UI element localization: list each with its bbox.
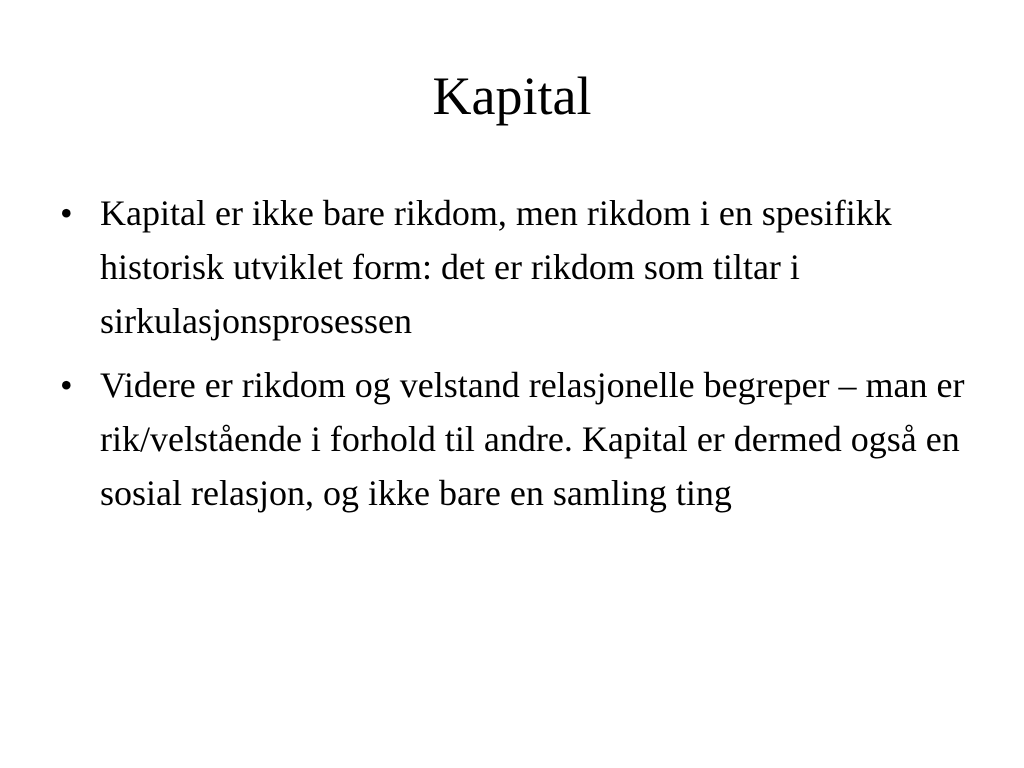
bullet-icon: •: [60, 365, 73, 405]
bullet-icon: •: [60, 193, 73, 233]
bullet-item: [56, 358, 976, 520]
bullet-item: [56, 186, 976, 348]
slide-title: Kapital: [432, 66, 592, 126]
bullet-list: [56, 186, 976, 530]
bullet-text: Videre er rikdom og velstand relasjonelle begreper – man er rik/velstående i forhold til andre. Kapital er dermed også en sosial relasjon, og ikke bare en samling ting: [100, 365, 965, 513]
bullet-text: Kapital er ikke bare rikdom, men rikdom i en spesifikk historisk utviklet form: det er rikdom som tiltar i sirkulasjonsprosessen: [100, 193, 892, 341]
